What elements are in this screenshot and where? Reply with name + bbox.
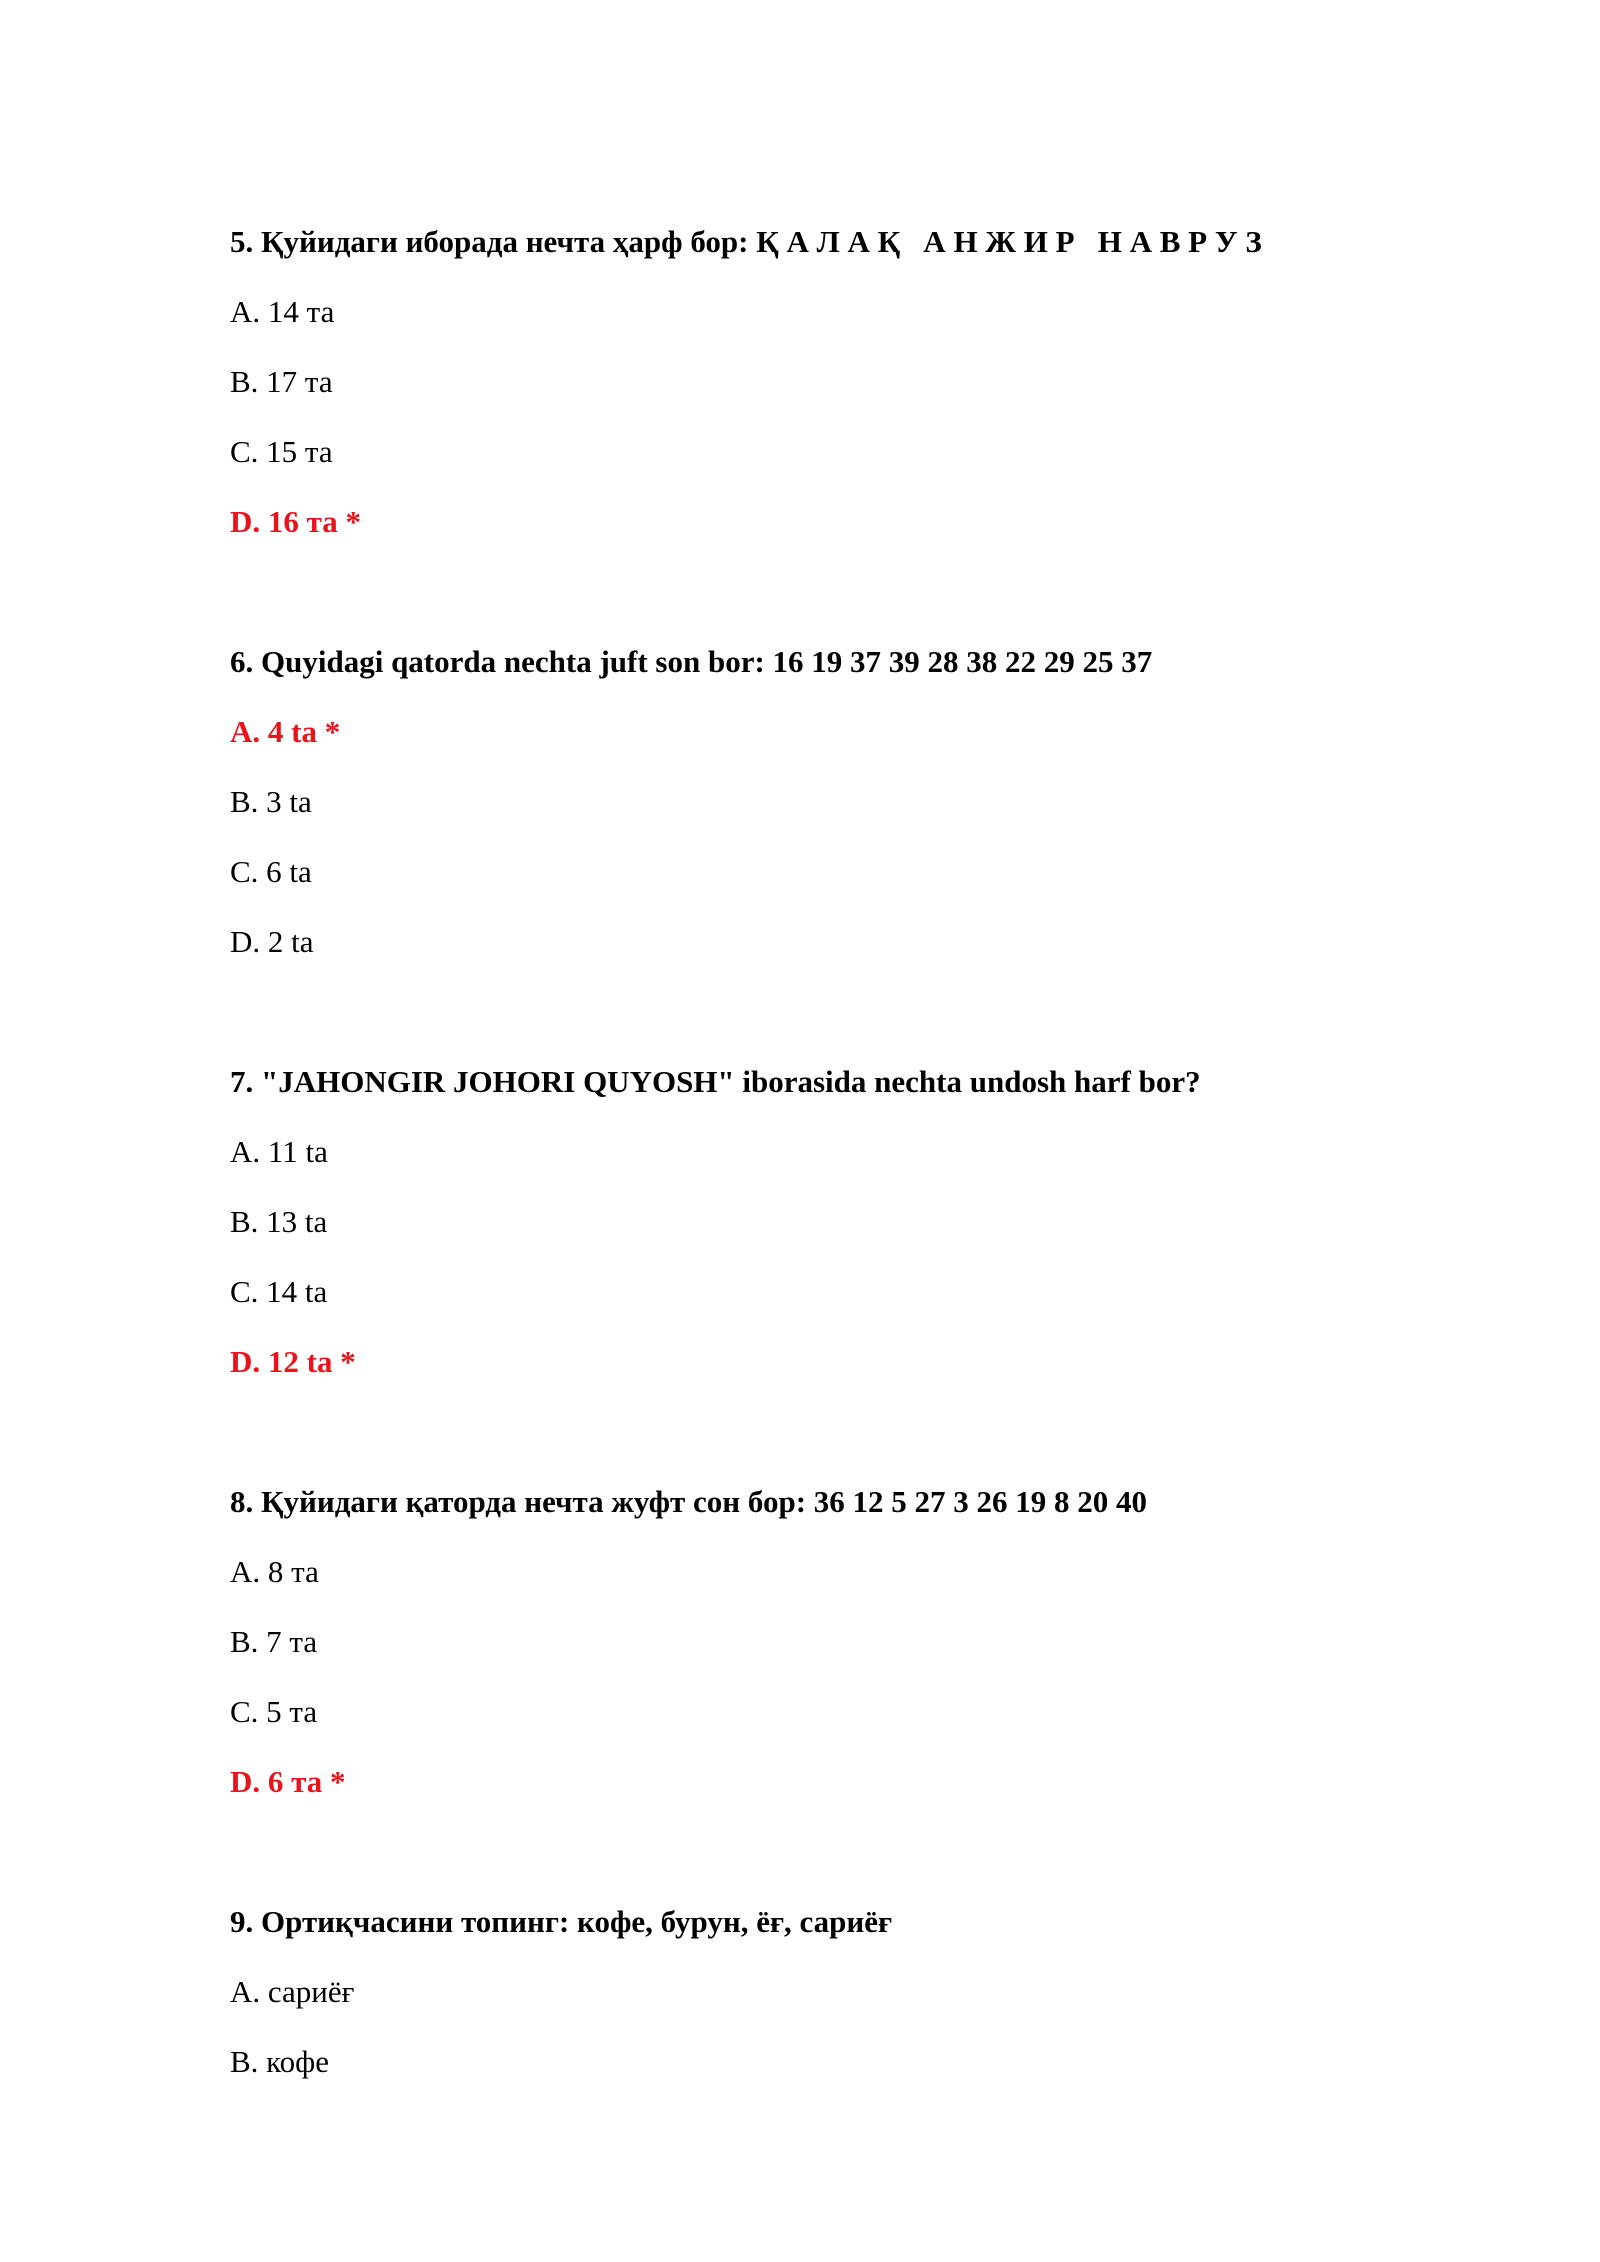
option-d-correct: D. 6 та * bbox=[230, 1764, 346, 1799]
option-c: C. 5 та bbox=[230, 1694, 318, 1729]
question-6 bbox=[230, 642, 1430, 962]
question-5 bbox=[230, 222, 1430, 542]
option-b: B. 7 та bbox=[230, 1624, 318, 1659]
option-b: B. 3 ta bbox=[230, 784, 312, 819]
option-c: C. 15 та bbox=[230, 434, 333, 469]
option-a: A. 8 та bbox=[230, 1554, 319, 1589]
option-b: B. кофе bbox=[230, 2044, 330, 2079]
question-9 bbox=[230, 1902, 1430, 2082]
option-d: D. 2 ta bbox=[230, 924, 314, 959]
option-c: C. 6 ta bbox=[230, 854, 312, 889]
option-a: A. сариёғ bbox=[230, 1974, 355, 2009]
question-7 bbox=[230, 1062, 1430, 1382]
question-8 bbox=[230, 1482, 1430, 1802]
option-c: C. 14 ta bbox=[230, 1274, 328, 1309]
question-text: 5. Қуйидаги иборада нечта ҳарф бор: Қ А Л А Қ А Н Ж И Р Н А В Р У З bbox=[230, 224, 1262, 259]
option-d-correct: D. 12 ta * bbox=[230, 1344, 356, 1379]
option-a: A. 11 ta bbox=[230, 1134, 328, 1169]
question-text: 6. Quyidagi qatorda nechta juft son bor: 16 19 37 39 28 38 22 29 25 37 bbox=[230, 644, 1153, 679]
question-text: 7. "JAHONGIR JOHORI QUYOSH" iborasida nechta undosh harf bor? bbox=[230, 1064, 1201, 1099]
question-text: 9. Ортиқчасини топинг: кофе, бурун, ёғ, сариёғ bbox=[230, 1904, 893, 1939]
option-b: B. 17 та bbox=[230, 364, 333, 399]
option-b: B. 13 ta bbox=[230, 1204, 328, 1239]
question-text: 8. Қуйидаги қаторда нечта жуфт сон бор: 36 12 5 27 3 26 19 8 20 40 bbox=[230, 1484, 1148, 1519]
option-d-correct: D. 16 та * bbox=[230, 504, 361, 539]
option-a-correct: A. 4 ta * bbox=[230, 714, 341, 749]
option-a: A. 14 та bbox=[230, 294, 335, 329]
